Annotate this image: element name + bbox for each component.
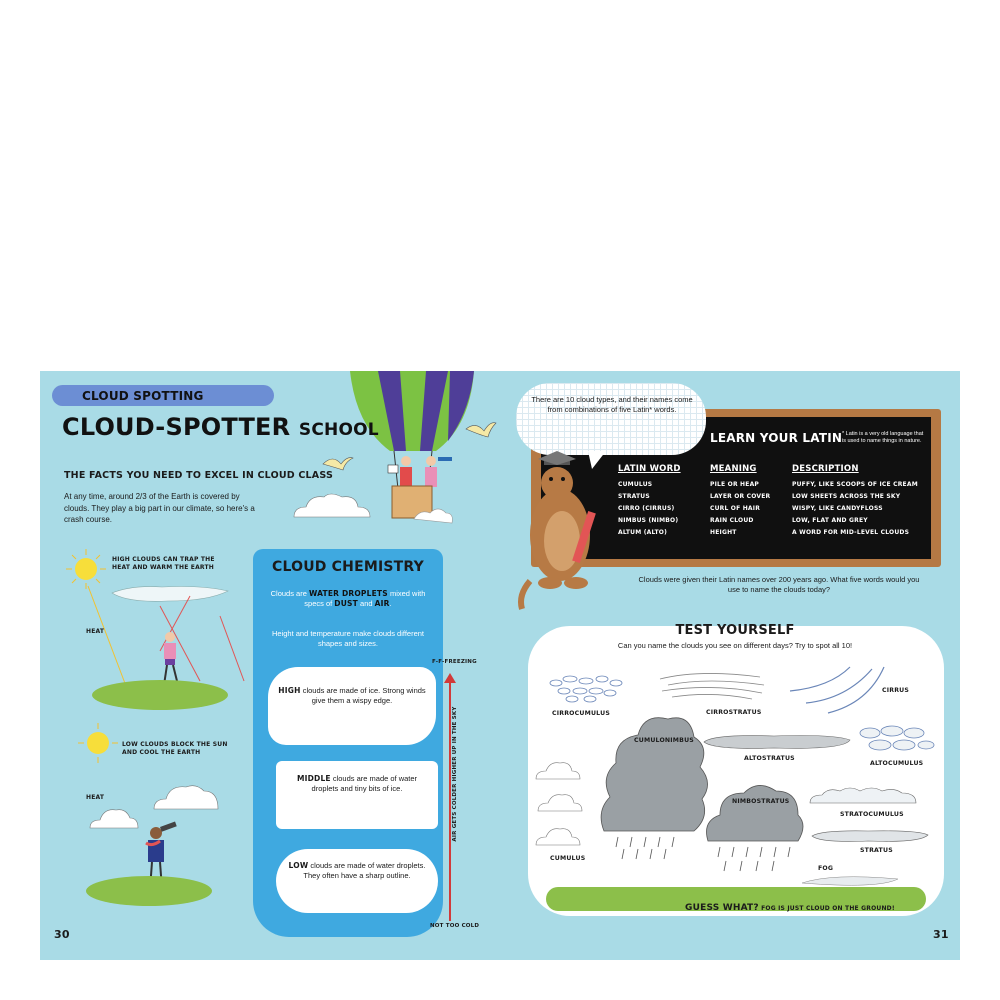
stratocumulus-label: STRATOCUMULUS <box>840 811 904 818</box>
high-clouds-text: HIGH clouds are made of ice. Strong winds give them a wispy edge. <box>278 686 426 705</box>
stratus-label: STRATUS <box>860 847 893 854</box>
header-meaning: MEANING <box>710 464 757 474</box>
altocumulus-cloud-illustration <box>856 721 936 755</box>
nimbostratus-cloud-illustration <box>704 781 804 881</box>
cumulus-cloud-illustration <box>88 806 140 830</box>
header-description: DESCRIPTION <box>792 464 859 474</box>
speech-bubble-text: There are 10 cloud types, and their names come from combinations of five Latin* words. <box>531 395 693 414</box>
grass-island <box>84 874 214 908</box>
cirrocumulus-label: CIRROCUMULUS <box>552 710 610 717</box>
description-cell: A WORD FOR MID-LEVEL CLOUDS <box>792 529 910 536</box>
latin-word-cell: CUMULUS <box>618 481 653 488</box>
fog-label: FOG <box>818 865 834 872</box>
altostratus-label: ALTOSTRATUS <box>744 755 795 762</box>
low-clouds-note: LOW CLOUDS BLOCK THE SUN AND COOL THE EARTH <box>122 741 228 756</box>
cirrostratus-label: CIRROSTRATUS <box>706 709 762 716</box>
cumulonimbus-cloud-illustration <box>598 711 698 861</box>
middle-clouds-card <box>276 761 438 829</box>
cumulus-label: CUMULUS <box>550 855 586 862</box>
description-cell: LOW, FLAT AND GREY <box>792 517 868 524</box>
section-tag <box>52 385 274 406</box>
cumulus-cloud-illustration <box>152 783 222 811</box>
arrow-top-label: F-F-FREEZING <box>432 659 477 665</box>
sun-icon <box>78 723 118 763</box>
chemistry-title: CLOUD CHEMISTRY <box>272 559 424 575</box>
cirrus-label: CIRRUS <box>882 687 910 694</box>
low-clouds-text: LOW clouds are made of water droplets. They often have a sharp outline. <box>288 861 426 880</box>
stratus-cloud-illustration <box>810 829 930 843</box>
altostratus-cloud-illustration <box>702 733 852 751</box>
meaning-cell: PILE OR HEAP <box>710 481 760 488</box>
cirrus-cloud-illustration <box>788 661 888 715</box>
sun-icon <box>66 549 106 589</box>
bird-icon <box>466 423 496 443</box>
high-clouds-note: HIGH CLOUDS CAN TRAP THE HEAT AND WARM THE EARTH <box>112 556 215 571</box>
latin-word-cell: CIRRO (CIRRUS) <box>618 505 675 512</box>
chemistry-text-1: Clouds are WATER DROPLETS mixed with specs of DUST and AIR. <box>270 589 426 608</box>
test-subtitle: Can you name the clouds you see on different days? Try to spot all 10! <box>617 641 853 650</box>
book-spread <box>40 371 960 960</box>
fog-illustration <box>800 871 900 891</box>
meaning-cell: LAYER OR COVER <box>710 493 771 500</box>
heat-label: HEAT <box>86 794 105 801</box>
description-cell: WISPY, LIKE CANDYFLOSS <box>792 505 883 512</box>
page-title: CLOUD-SPOTTER SCHOOL <box>62 413 379 441</box>
nimbostratus-label: NIMBOSTRATUS <box>732 798 790 805</box>
fog-fact: GUESS WHAT? FOG IS JUST CLOUD ON THE GROUND! <box>685 903 895 913</box>
meaning-cell: CURL OF HAIR <box>710 505 761 512</box>
test-title: TEST YOURSELF <box>675 623 795 638</box>
latin-question: Clouds were given their Latin names over 200 years ago. What five words would you use to name the clouds today? <box>638 575 920 594</box>
stratocumulus-cloud-illustration <box>808 787 928 807</box>
page-number: 31 <box>933 928 949 941</box>
cumulonimbus-label: CUMULONIMBUS <box>634 737 694 744</box>
latin-word-cell: NIMBUS (NIMBO) <box>618 517 679 524</box>
meaning-cell: HEIGHT <box>710 529 737 536</box>
description-cell: PUFFY, LIKE SCOOPS OF ICE CREAM <box>792 481 918 488</box>
groundhog-teacher-illustration <box>520 455 620 625</box>
high-clouds-card <box>268 667 436 745</box>
board-note: * Latin is a very old language that is used to name things in nature. <box>842 431 924 444</box>
cloud-illustration <box>292 493 372 519</box>
cirrostratus-cloud-illustration <box>658 669 768 705</box>
description-cell: LOW SHEETS ACROSS THE SKY <box>792 493 901 500</box>
altocumulus-label: ALTOCUMULUS <box>870 760 924 767</box>
middle-clouds-text: MIDDLE clouds are made of water droplets and tiny bits of ice. <box>296 774 418 793</box>
board-title: LEARN YOUR LATIN <box>710 431 843 445</box>
page-subtitle: THE FACTS YOU NEED TO EXCEL IN CLOUD CLASS <box>64 470 334 481</box>
grass-island <box>90 678 230 712</box>
low-clouds-card <box>276 849 438 913</box>
section-tag-label: CLOUD SPOTTING <box>82 389 204 403</box>
intro-text: At any time, around 2/3 of the Earth is covered by clouds. They play a big part in our climate, so here's a crash course. <box>64 492 255 524</box>
arrow-side-label: AIR GETS COLDER HIGHER UP IN THE SKY <box>452 706 458 842</box>
header-latin-word: LATIN WORD <box>618 464 681 474</box>
page-number: 30 <box>54 928 70 941</box>
latin-word-cell: ALTUM (ALTO) <box>618 529 668 536</box>
cirrocumulus-cloud-illustration <box>546 669 626 703</box>
latin-word-cell: STRATUS <box>618 493 650 500</box>
speech-bubble <box>516 383 706 455</box>
meaning-cell: RAIN CLOUD <box>710 517 754 524</box>
cumulus-cloud-illustration <box>534 759 584 859</box>
chemistry-text-2: Height and temperature make clouds different shapes and sizes. <box>271 629 425 648</box>
arrow-bottom-label: NOT TOO COLD <box>430 923 480 929</box>
heat-label: HEAT <box>86 628 105 635</box>
